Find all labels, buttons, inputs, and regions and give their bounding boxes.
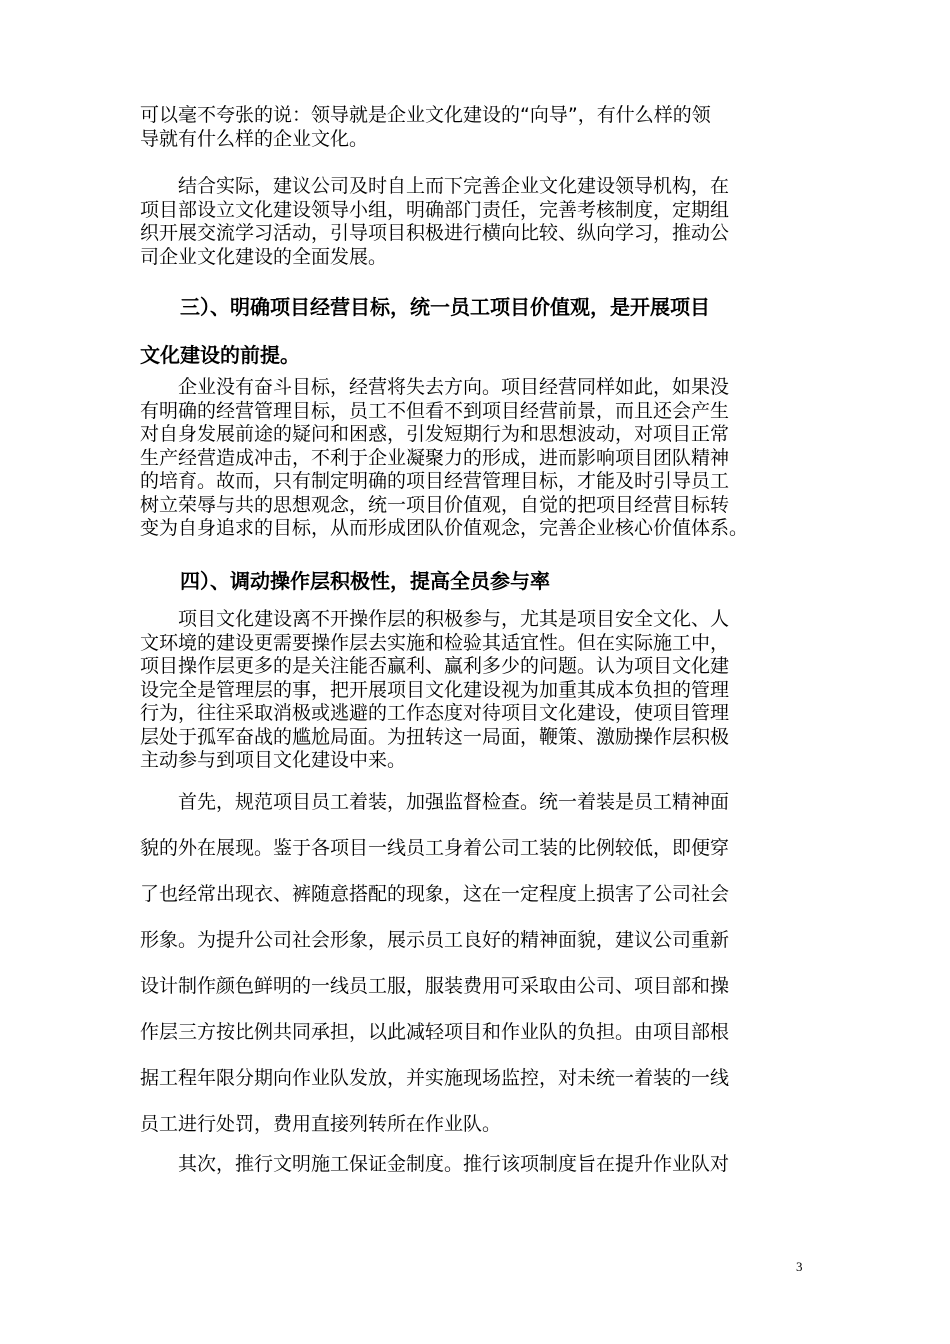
- text-line: 织开展交流学习活动，引导项目积极进行横向比较、纵向学习，推动公: [140, 222, 730, 244]
- text-line: 项目操作层更多的是关注能否赢利、赢利多少的问题。认为项目文化建: [140, 655, 730, 677]
- text-line: 项目部设立文化建设领导小组，明确部门责任，完善考核制度，定期组: [140, 198, 730, 221]
- heading-line: 三）、明确项目经营目标，统一员工项目价值观，是开展项目: [140, 295, 710, 319]
- text-line: 企业没有奋斗目标，经营将失去方向。项目经营同样如此，如果没: [140, 376, 730, 398]
- heading-line: 文化建设的前提。: [140, 343, 300, 367]
- paragraph-operational-layer: [140, 608, 810, 773]
- text-line: 员工进行处罚，费用直接列转所在作业队。: [140, 1113, 502, 1135]
- text-line: 结合实际，建议公司及时自上而下完善企业文化建设领导机构，在: [140, 175, 730, 197]
- text-line: 对自身发展前途的疑问和困惑，引发短期行为和思想波动，对项目正常: [140, 423, 730, 445]
- section-heading-3: [140, 283, 810, 379]
- heading-line: 四）、调动操作层积极性，提高全员参与率: [140, 569, 550, 593]
- text-line: 其次，推行文明施工保证金制度。推行该项制度旨在提升作业队对: [140, 1153, 730, 1175]
- text-line: 的培育。故而，只有制定明确的项目经营管理目标，才能及时引导员工: [140, 470, 730, 492]
- page-number: 3: [796, 1259, 803, 1274]
- text-line: 有明确的经营管理目标，员工不但看不到项目经营前景，而且还会产生: [140, 399, 730, 422]
- paragraph-leadership-conclusion: [140, 104, 810, 151]
- section-heading-4: [140, 557, 810, 605]
- text-line: 司企业文化建设的全面发展。: [140, 245, 388, 268]
- text-line: 主动参与到项目文化建设中来。: [140, 749, 407, 771]
- text-line: 首先，规范项目员工着装，加强监督检查。统一着装是员工精神面: [140, 791, 730, 813]
- text-line: 层处于孤军奋战的尴尬局面。为扭转这一局面，鞭策、激励操作层积极: [140, 725, 730, 748]
- text-line: 貌的外在展现。鉴于各项目一线员工身着公司工装的比例较低，即便穿: [140, 837, 730, 859]
- text-line: 树立荣辱与共的思想观念，统一项目价值观，自觉的把项目经营目标转: [140, 493, 730, 516]
- text-line: 形象。为提升公司社会形象，展示员工良好的精神面貌，建议公司重新: [140, 929, 730, 951]
- paragraph-business-goals: [140, 376, 810, 541]
- text-line: 导就有什么样的企业文化。: [140, 127, 369, 150]
- paragraph-uniforms: [140, 779, 810, 1147]
- text-line: 设完全是管理层的事，把开展项目文化建设视为加重其成本负担的管理: [140, 678, 730, 701]
- text-line: 据工程年限分期向作业队发放，并实施现场监控，对未统一着装的一线: [140, 1067, 730, 1089]
- text-line: 了也经常出现衣、裤随意搭配的现象，这在一定程度上损害了公司社会: [140, 883, 730, 905]
- text-line: 生产经营造成冲击，不利于企业凝聚力的形成，进而影响项目团队精神: [140, 446, 730, 469]
- paragraph-deposit-system: [140, 1141, 810, 1187]
- text-line: 设计制作颜色鲜明的一线员工服，服装费用可采取由公司、项目部和操: [140, 975, 730, 997]
- text-line: 行为，往往采取消极或逃避的工作态度对待项目文化建设，使项目管理: [140, 702, 730, 724]
- text-line: 可以毫不夸张的说：领导就是企业文化建设的“向导”，有什么样的领: [140, 104, 711, 126]
- text-line: 项目文化建设离不开操作层的积极参与，尤其是项目安全文化、人: [140, 608, 730, 630]
- paragraph-suggestion: [140, 175, 810, 269]
- text-line: 变为自身追求的目标，从而形成团队价值观念，完善企业核心价值体系。: [140, 517, 749, 539]
- text-line: 文环境的建设更需要操作层去实施和检验其适宜性。但在实际施工中，: [140, 631, 730, 654]
- text-line: 作层三方按比例共同承担，以此减轻项目和作业队的负担。由项目部根: [140, 1021, 730, 1043]
